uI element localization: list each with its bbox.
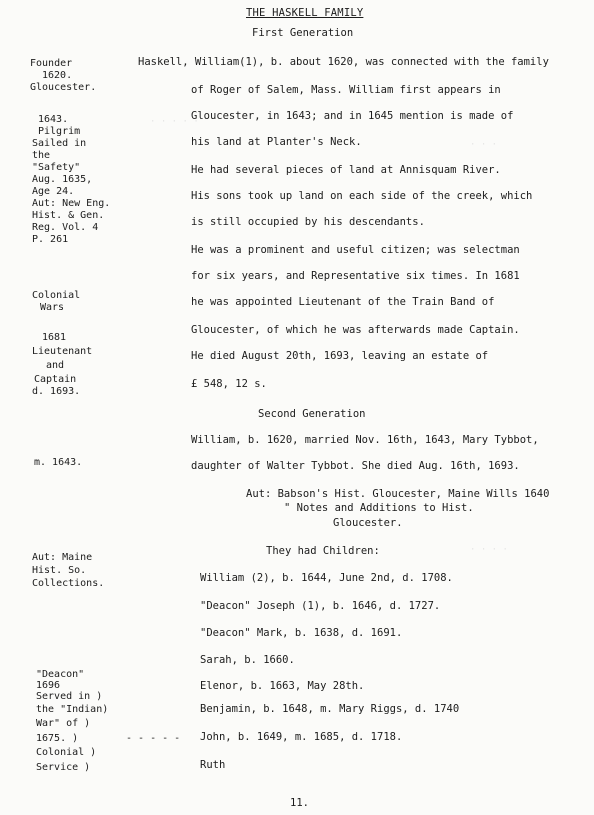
margin-deacon-line: War" of ): [36, 718, 91, 729]
margin-wars: Wars: [40, 302, 65, 313]
margin-and: and: [46, 360, 65, 371]
margin-pilgrim-line: Hist. & Gen.: [32, 210, 105, 221]
second-generation-heading: Second Generation: [258, 408, 366, 420]
margin-pilgrim-year: 1643.: [38, 114, 69, 125]
child-entry: William (2), b. 1644, June 2nd, d. 1708.: [200, 572, 453, 584]
margin-pilgrim-line: P. 261: [32, 234, 69, 245]
margin-pilgrim-label: Pilgrim: [38, 126, 81, 137]
margin-lieutenant-year: 1681: [42, 332, 67, 343]
margin-deacon-line: Served in ): [36, 691, 103, 702]
margin-founder: Founder: [30, 58, 73, 69]
margin-deacon: "Deacon": [36, 669, 85, 680]
child-entry: Benjamin, b. 1648, m. Mary Riggs, d. 1740: [200, 703, 460, 715]
body-line: Gloucester, of which he was afterwards made Captain.: [191, 324, 520, 336]
body-line: daughter of Walter Tybbot. She died Aug. 16th, 1693.: [191, 460, 520, 472]
margin-deacon-line: 1675. ): [36, 733, 79, 744]
body-line: his land at Planter's Neck.: [191, 136, 362, 148]
margin-pilgrim-line: the: [32, 150, 51, 161]
margin-deacon-year: 1696: [36, 680, 61, 691]
estate-value: £ 548, 12 s.: [191, 378, 267, 390]
body-line: He died August 20th, 1693, leaving an estate of: [191, 350, 489, 362]
margin-colonial: Colonial: [32, 290, 81, 301]
child-entry: Elenor, b. 1663, May 28th.: [200, 680, 365, 692]
margin-pilgrim-line: Aug. 1635,: [32, 174, 93, 185]
margin-pilgrim-line: Reg. Vol. 4: [32, 222, 99, 233]
body-line: He had several pieces of land at Annisquam River.: [191, 164, 501, 176]
bleed-through-text: · · · · ·: [150, 117, 199, 127]
source-line: Aut: Babson's Hist. Gloucester, Maine Wills 1640: [246, 488, 550, 500]
margin-pilgrim-line: Sailed in: [32, 138, 87, 149]
body-line: His sons took up land on each side of the creek, which: [191, 190, 533, 202]
margin-captain: Captain: [34, 374, 77, 385]
margin-founder-place: Gloucester.: [30, 82, 97, 93]
child-entry: "Deacon" Joseph (1), b. 1646, d. 1727.: [200, 600, 441, 612]
body-line: William, b. 1620, married Nov. 16th, 1643, Mary Tybbot,: [191, 434, 539, 446]
bleed-through-text: · · ·: [470, 140, 498, 150]
children-heading: They had Children:: [266, 545, 380, 557]
source-line: Gloucester.: [333, 517, 403, 529]
margin-deacon-line: Service ): [36, 762, 91, 773]
body-line: for six years, and Representative six times. In 1681: [191, 270, 520, 282]
margin-married: m. 1643.: [34, 457, 83, 468]
margin-maine: Hist. So.: [32, 565, 87, 576]
source-line: " Notes and Additions to Hist.: [284, 502, 474, 514]
margin-maine: Collections.: [32, 578, 105, 589]
margin-lieutenant: Lieutenant: [32, 346, 93, 357]
margin-died: d. 1693.: [32, 386, 81, 397]
child-entry: Sarah, b. 1660.: [200, 654, 295, 666]
margin-pilgrim-line: Aut: New Eng.: [32, 198, 111, 209]
margin-pilgrim-line: Age 24.: [32, 186, 75, 197]
margin-deacon-line: the "Indian): [36, 704, 109, 715]
margin-maine: Aut: Maine: [32, 552, 93, 563]
child-entry: "Deacon" Mark, b. 1638, d. 1691.: [200, 627, 403, 639]
body-line: Gloucester, in 1643; and in 1645 mention is made of: [191, 110, 514, 122]
body-line: he was appointed Lieutenant of the Train Band of: [191, 296, 495, 308]
body-line: Haskell, William(1), b. about 1620, was connected with the family: [138, 56, 549, 68]
child-entry: John, b. 1649, m. 1685, d. 1718.: [200, 731, 403, 743]
connector-dash: - - - - -: [126, 733, 181, 744]
margin-founder-year: 1620.: [42, 70, 73, 81]
first-generation-heading: First Generation: [252, 27, 354, 39]
bleed-through-text: · · · ·: [470, 545, 508, 555]
body-line: is still occupied by his descendants.: [191, 216, 425, 228]
body-line: He was a prominent and useful citizen; was selectman: [191, 244, 520, 256]
margin-deacon-line: Colonial ): [36, 747, 97, 758]
page-number: 11.: [290, 797, 309, 809]
child-entry: Ruth: [200, 759, 226, 771]
margin-pilgrim-line: "Safety": [32, 162, 81, 173]
document-title: THE HASKELL FAMILY: [246, 7, 364, 19]
body-line: of Roger of Salem, Mass. William first appears in: [191, 84, 501, 96]
